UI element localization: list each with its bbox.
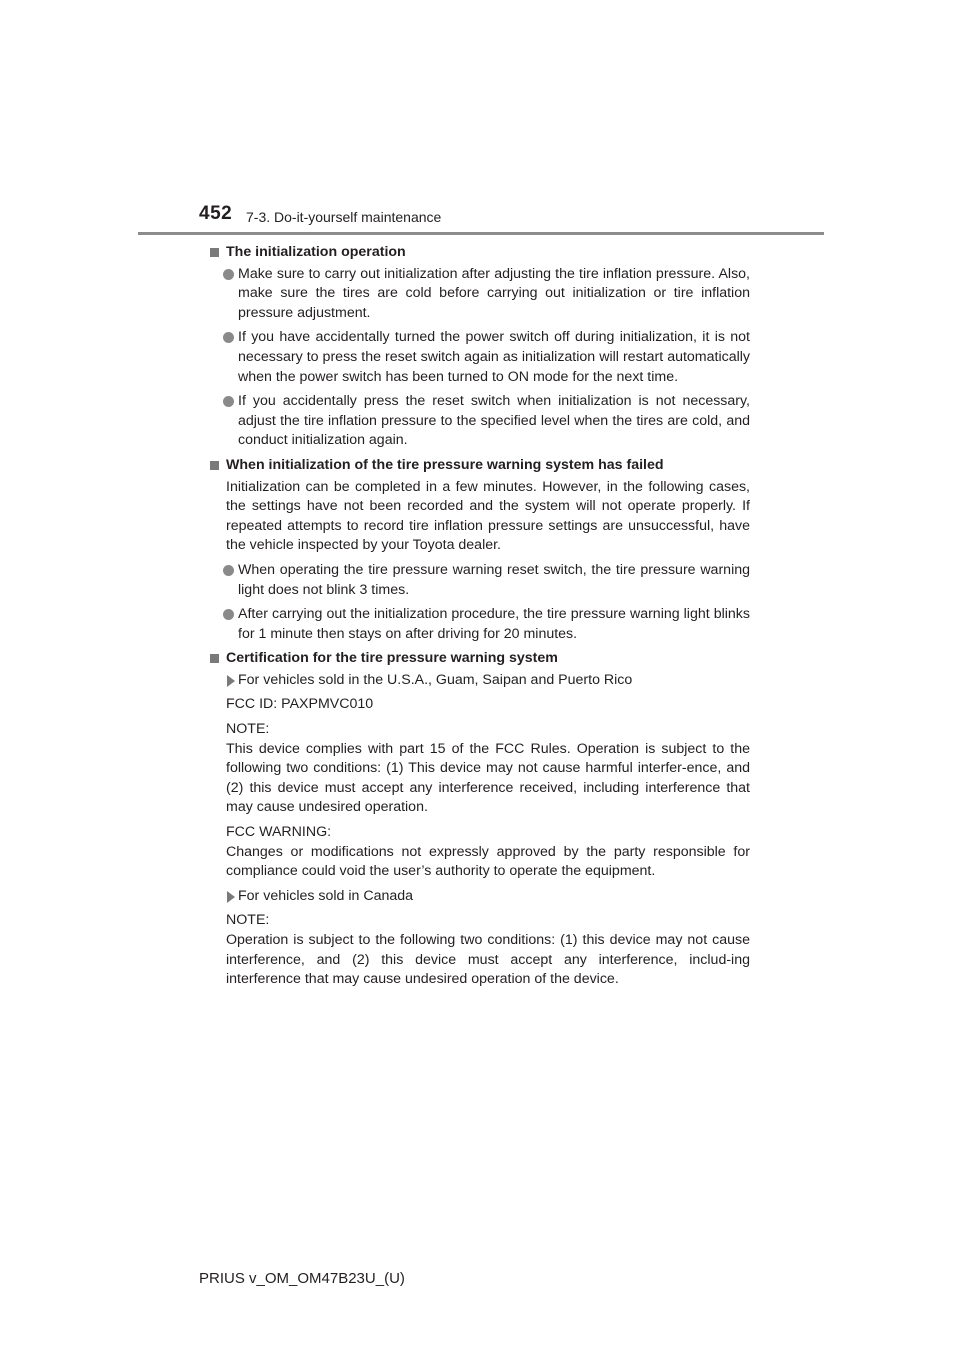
triangle-arrow-icon — [227, 675, 235, 687]
warning-label: FCC WARNING: — [226, 824, 332, 841]
circle-bullet-icon — [223, 565, 234, 576]
section-intro: Initialization can be completed in a few minutes. However, in the following cases, the settings have not been recorded and the system will not operate properly. If repeated attempts to record tire inflation pressure settings are unsuccessful, have the vehicle inspected by your Toyota dealer. — [226, 478, 750, 554]
fcc-warning — [210, 823, 750, 882]
note-text: Operation is subject to the following two conditions: (1) this device may not cause interference, and (2) this device must accept any interference, includ-ing interference that may cause undesired operation of the device. — [226, 932, 750, 988]
circle-bullet-icon — [223, 396, 234, 407]
note-label: NOTE: — [226, 912, 270, 929]
section-heading-initialization-failed: When initialization of the tire pressure warning system has failed — [210, 456, 750, 476]
section-heading-initialization: The initialization operation — [210, 243, 750, 263]
square-bullet-icon — [210, 248, 219, 257]
triangle-arrow-icon — [227, 891, 235, 903]
bullet-item: Make sure to carry out initialization after adjusting the tire inflation pressure. Also, make sure the tires are cold before carrying out initialization or tire inflation pressure adjustment. — [210, 265, 750, 324]
square-bullet-icon — [210, 461, 219, 470]
region-usa: For vehicles sold in the U.S.A., Guam, Saipan and Puerto Rico — [210, 671, 750, 691]
bullet-item: If you have accidentally turned the power switch off during initialization, it is not necessary to press the reset switch again as initialization will restart automatically when the power switch has been turned to ON mode for the next time. — [210, 328, 750, 387]
circle-bullet-icon — [223, 332, 234, 343]
section-title: 7-3. Do-it-yourself maintenance — [246, 209, 442, 225]
page-content — [210, 243, 750, 995]
note-text: This device complies with part 15 of the FCC Rules. Operation is subject to the following two conditions: (1) This device may not cause harmful interfer-ence, and (2) this device must accept any interference received, including interference that may cause undesired operation. — [226, 740, 750, 816]
footer-doc-code: PRIUS v_OM_OM47B23U_(U) — [199, 1270, 405, 1287]
warning-text: Changes or modifications not expressly approved by the party responsible for compliance could void the user’s authority to operate the equipment. — [226, 843, 750, 880]
section-heading-certification: Certification for the tire pressure warning system — [210, 649, 750, 669]
circle-bullet-icon — [223, 269, 234, 280]
circle-bullet-icon — [223, 609, 234, 620]
bullet-item: When operating the tire pressure warning reset switch, the tire pressure warning light does not blink 3 times. — [210, 561, 750, 600]
region-canada: For vehicles sold in Canada — [210, 887, 750, 907]
fcc-id: FCC ID: PAXPMVC010 — [226, 696, 374, 713]
bullet-item: After carrying out the initialization procedure, the tire pressure warning light blinks for 1 minute then stays on after driving for 20 minutes. — [210, 605, 750, 644]
usa-note — [210, 720, 750, 818]
square-bullet-icon — [210, 654, 219, 663]
bullet-item: If you accidentally press the reset switch when initialization is not necessary, adjust the tire inflation pressure to the specified level when the tires are cold, and conduct initialization again. — [210, 392, 750, 451]
page-number: 452 — [199, 203, 233, 224]
note-label: NOTE: — [226, 721, 270, 738]
canada-note — [210, 911, 750, 989]
header-rule — [138, 232, 824, 235]
